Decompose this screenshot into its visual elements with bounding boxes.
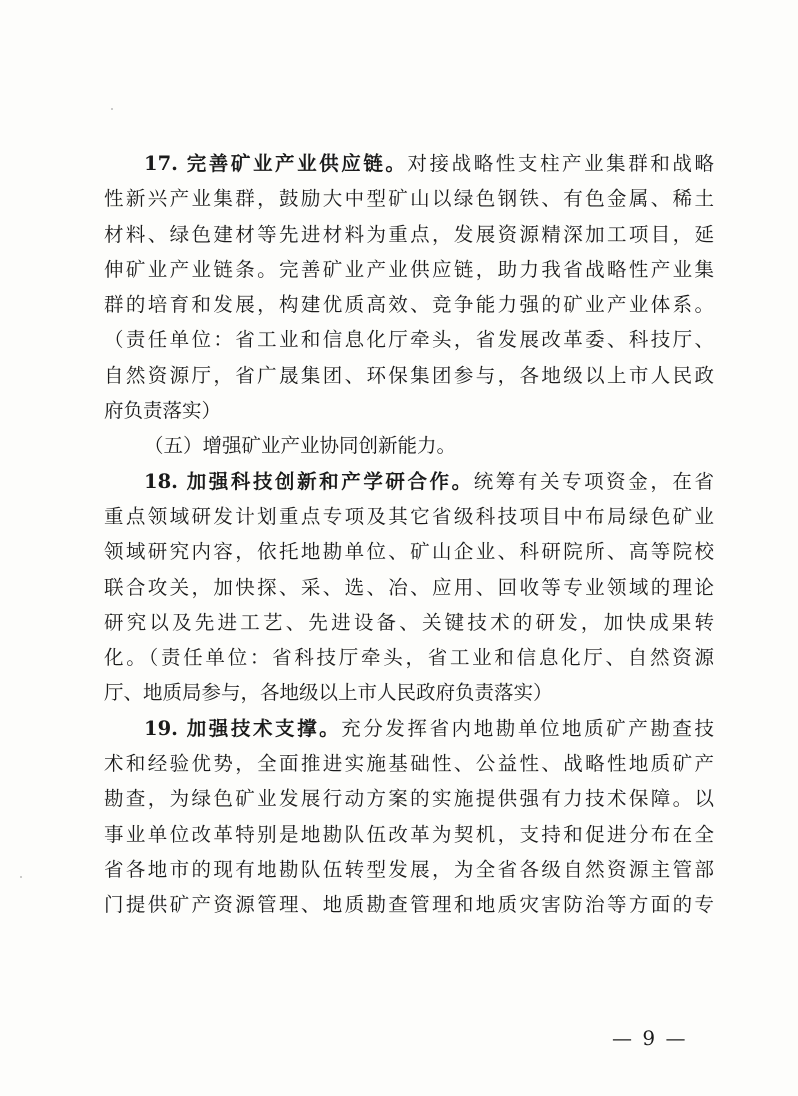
paragraph-18-line-4: 联合攻关，加快探、采、选、冶、应用、回收等专业领域的理论: [104, 575, 714, 599]
section-heading-5: （五）增强矿业产业协同创新能力。: [144, 434, 457, 458]
item-number-17: 17.: [144, 152, 178, 175]
paragraph-17-line-6: （责任单位：省工业和信息化厅牵头，省发展改革委、科技厅、: [104, 328, 714, 352]
paragraph-17-line-7: 自然资源厅，省广晟集团、环保集团参与，各地级以上市人民政: [104, 363, 714, 387]
item-number-18: 18.: [144, 469, 178, 493]
paragraph-17-line-3: 材料、绿色建材等先进材料为重点，发展资源精深加工项目，延: [104, 222, 714, 246]
paragraph-17-line-5: 群的培育和发展，构建优质高效、竞争能力强的矿业产业体系。: [104, 293, 714, 317]
paragraph-18-line-6: 化。（责任单位：省科技厅牵头，省工业和信息化厅、自然资源: [104, 646, 714, 670]
scan-speck: [111, 108, 113, 110]
item-heading-17: 完善矿业产业供应链。: [186, 152, 408, 175]
paragraph-19-line-5: 省各地市的现有地勘队伍转型发展，为全省各级自然资源主管部: [104, 857, 714, 881]
item-number-19: 19.: [144, 716, 178, 740]
paragraph-19-line-2: 术和经验优势，全面推进实施基础性、公益性、战略性地质矿产: [104, 752, 714, 776]
paragraph-18-line-2: 重点领域研发计划重点专项及其它省级科技项目中布局绿色矿业: [104, 504, 714, 528]
paragraph-19-text: 充分发挥省内地勘单位地质矿产勘查技: [341, 716, 714, 740]
document-body: [104, 146, 714, 923]
paragraph-17-text: 对接战略性支柱产业集群和战略: [407, 152, 714, 175]
paragraph-17-line-4: 伸矿业产业链条。完善矿业产业供应链，助力我省战略性产业集: [104, 257, 714, 281]
paragraph-17-line-8: 府负责落实）: [104, 399, 222, 423]
paragraph-19-line-1: [104, 711, 714, 746]
paragraph-18-text: 统筹有关专项资金，在省: [473, 469, 714, 493]
page-number: — 9 —: [612, 1026, 688, 1050]
paragraph-18-line-7: 厅、地质局参与，各地级以上市人民政府负责落实）: [104, 681, 553, 705]
paragraph-18-line-5: 研究以及先进工艺、先进设备、关键技术的研发，加快成果转: [104, 610, 714, 634]
paragraph-19-line-6: 门提供矿产资源管理、地质勘查管理和地质灾害防治等方面的专: [104, 893, 714, 917]
paragraph-19-line-3: 勘查，为绿色矿业发展行动方案的实施提供强有力技术保障。以: [104, 787, 714, 811]
scan-speck: [20, 876, 22, 878]
paragraph-17-line-1: [104, 146, 714, 181]
paragraph-19-line-4: 事业单位改革特别是地勘队伍改革为契机，支持和促进分布在全: [104, 822, 714, 846]
item-heading-18: 加强科技创新和产学研合作。: [186, 469, 474, 493]
item-heading-19: 加强技术支撑。: [186, 716, 342, 740]
paragraph-18-line-1: [104, 464, 714, 499]
paragraph-17-line-2: 性新兴产业集群，鼓励大中型矿山以绿色钢铁、有色金属、稀土: [104, 187, 714, 211]
paragraph-18-line-3: 领域研究内容，依托地勘单位、矿山企业、科研院所、高等院校: [104, 540, 714, 564]
